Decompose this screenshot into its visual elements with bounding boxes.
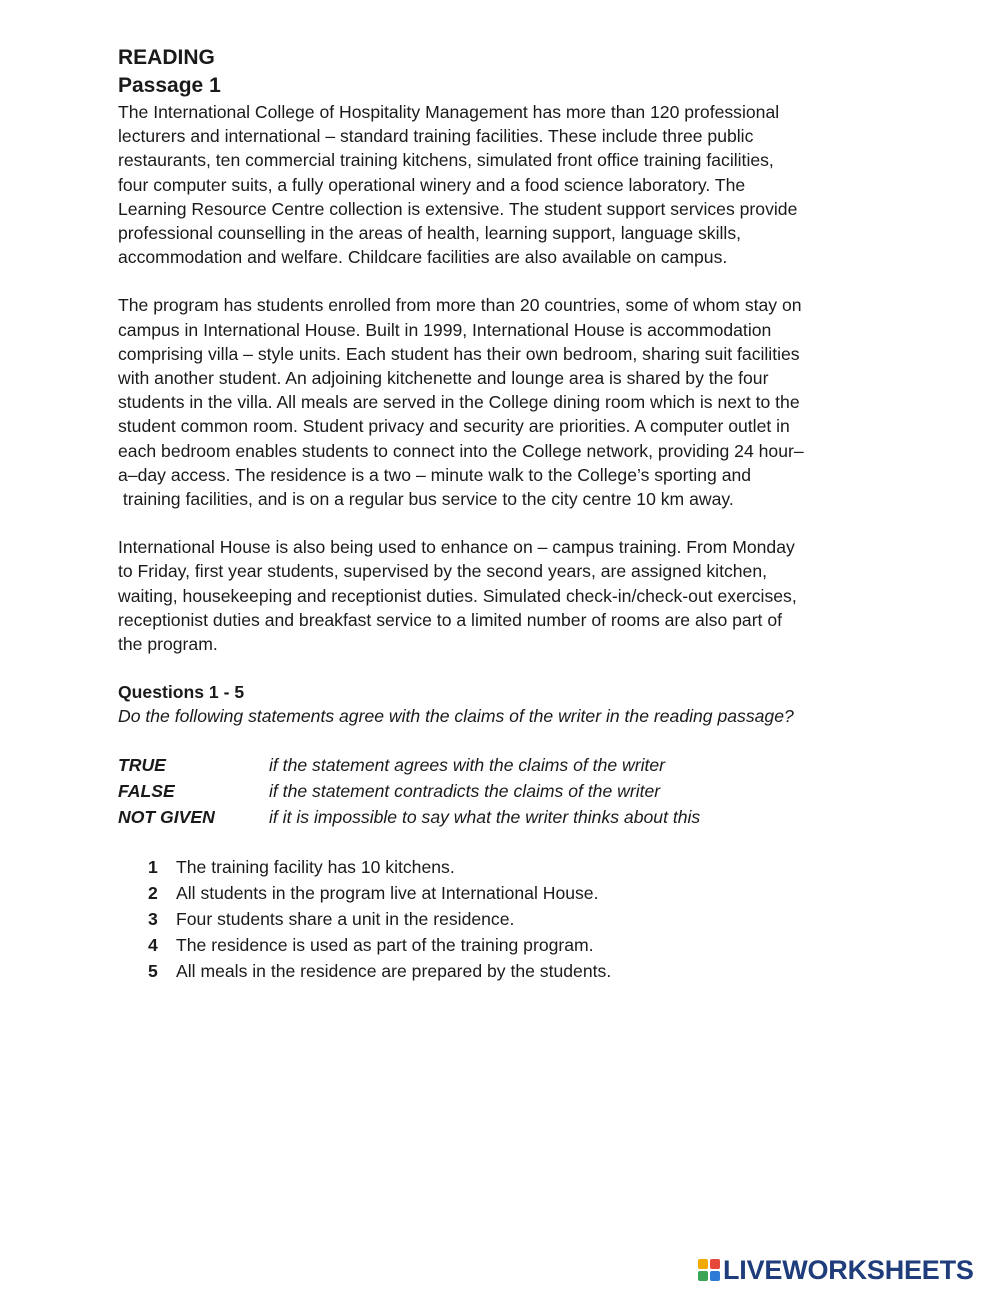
- passage-line: professional counselling in the areas of health, learning support, language skills,: [118, 223, 742, 244]
- passage-line: Learning Resource Centre collection is extensive. The student support services provide: [118, 198, 798, 219]
- passage-line: comprising villa – style units. Each student has their own bedroom, sharing suit facilities: [118, 343, 800, 364]
- passage-line: accommodation and welfare. Childcare facilities are also available on campus.: [118, 247, 728, 268]
- questions-title: Questions 1 - 5: [118, 682, 245, 703]
- passage-line: students in the villa. All meals are served in the College dining room which is next to the: [118, 392, 800, 413]
- passage-line: The International College of Hospitality Management has more than 120 professional: [118, 102, 780, 122]
- question-item: [148, 932, 898, 958]
- liveworksheets-logo-icon: [697, 1258, 721, 1282]
- question-number: 5: [148, 961, 158, 982]
- question-item: [148, 854, 898, 880]
- legend-key: NOT GIVEN: [118, 807, 215, 828]
- passage-line: training facilities, and is on a regular bus service to the city centre 10 km away.: [118, 489, 734, 510]
- legend-row: [118, 804, 898, 830]
- passage-line: lecturers and international – standard training facilities. These include three public: [118, 126, 754, 147]
- passage-line: receptionist duties and breakfast service to a limited number of rooms are also part of: [118, 609, 783, 630]
- worksheet-page: [118, 44, 898, 984]
- question-text: All students in the program live at International House.: [176, 883, 599, 904]
- passage-paragraph: [118, 535, 898, 656]
- section-heading: READING: [118, 46, 215, 69]
- legend-description: if the statement agrees with the claims of the writer: [269, 755, 666, 776]
- passage-line: the program.: [118, 634, 218, 655]
- passage-line: waiting, housekeeping and receptionist duties. Simulated check-in/check-out exercises,: [118, 585, 797, 606]
- question-text: The residence is used as part of the training program.: [176, 935, 594, 956]
- question-text: All meals in the residence are prepared by the students.: [176, 961, 612, 982]
- passage-line: The program has students enrolled from more than 20 countries, some of whom stay on: [118, 295, 802, 316]
- question-item: [148, 880, 898, 906]
- question-item: [148, 958, 898, 984]
- passage-line: a–day access. The residence is a two – minute walk to the College’s sporting and: [118, 464, 752, 485]
- liveworksheets-logo: [697, 1255, 974, 1285]
- legend-description: if it is impossible to say what the writer thinks about this: [269, 807, 701, 828]
- reading-passage: [118, 100, 898, 656]
- questions-instruction: Do the following statements agree with the claims of the writer in the reading passage?: [118, 706, 794, 727]
- question-number: 1: [148, 857, 158, 878]
- passage-line: with another student. An adjoining kitchenette and lounge area is shared by the four: [118, 368, 769, 389]
- passage-title: Passage 1: [118, 74, 221, 97]
- answer-legend: [118, 752, 898, 830]
- question-item: [148, 906, 898, 932]
- legend-key: FALSE: [118, 781, 175, 802]
- passage-line: restaurants, ten commercial training kitchens, simulated front office training facilities,: [118, 150, 774, 171]
- passage-line: International House is also being used to enhance on – campus training. From Monday: [118, 537, 795, 558]
- question-number: 3: [148, 909, 158, 930]
- question-list: [148, 854, 898, 984]
- legend-row: [118, 752, 898, 778]
- brand-name: LIVEWORKSHEETS: [723, 1254, 974, 1285]
- question-number: 2: [148, 883, 158, 904]
- legend-description: if the statement contradicts the claims of the writer: [269, 781, 661, 802]
- passage-line: campus in International House. Built in 1999, International House is accommodation: [118, 319, 772, 340]
- legend-row: [118, 778, 898, 804]
- question-number: 4: [148, 935, 158, 956]
- passage-line: four computer suits, a fully operational winery and a food science laboratory. The: [118, 174, 746, 195]
- question-text: The training facility has 10 kitchens.: [176, 857, 455, 878]
- passage-paragraph: [118, 293, 898, 511]
- legend-key: TRUE: [118, 755, 166, 776]
- passage-line: student common room. Student privacy and security are priorities. A computer outlet in: [118, 416, 790, 437]
- passage-line: each bedroom enables students to connect into the College network, providing 24 hour–: [118, 440, 804, 461]
- passage-paragraph: [118, 100, 898, 269]
- question-text: Four students share a unit in the residence.: [176, 909, 515, 930]
- passage-line: to Friday, first year students, supervised by the second years, are assigned kitchen,: [118, 561, 768, 582]
